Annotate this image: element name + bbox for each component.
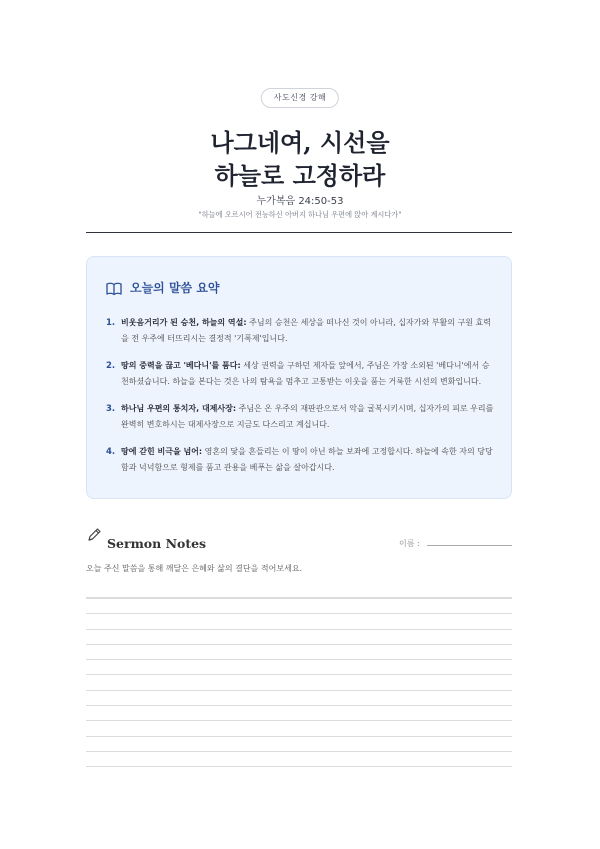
- item-text: 세상 권력을 구하던 제자들 앞에서, 주님은 가장 소외된 '베다니'에서 승천하셨습니다. 하늘을 본다는 것은 나의 탐욕을 멈추고 고통받는 이웃을 품는 거룩한 시선의 변화입니다.: [121, 361, 490, 386]
- name-field[interactable]: [427, 545, 512, 546]
- note-line[interactable]: [86, 630, 512, 645]
- notes-header: [86, 527, 512, 553]
- item-heading: 비웃음거리가 된 승천, 하늘의 역설:: [121, 318, 247, 327]
- name-label: 이름 :: [399, 539, 420, 548]
- series-badge: 사도신경 강해: [261, 88, 339, 108]
- summary-item: [106, 315, 496, 347]
- summary-item: [106, 358, 496, 390]
- book-icon: [106, 281, 122, 295]
- note-line[interactable]: [86, 614, 512, 629]
- title-line-2: 하늘로 고정하라: [214, 161, 386, 190]
- summary-list: [106, 315, 496, 487]
- summary-header: [106, 279, 220, 296]
- note-line[interactable]: [86, 721, 512, 736]
- summary-item: [106, 401, 496, 433]
- note-line[interactable]: [86, 599, 512, 614]
- item-number: 4.: [106, 447, 116, 457]
- item-text: 주님의 승천은 세상을 떠나신 것이 아니라, 십자가와 부활의 구원 효력을 전 우주에 터뜨리시는 결정적 '기폭제'입니다.: [121, 318, 491, 343]
- summary-title: 오늘의 말씀 요약: [130, 281, 220, 295]
- item-heading: 하나님 우편의 통치자, 대제사장:: [121, 404, 237, 413]
- pencil-icon: [86, 527, 102, 543]
- note-lines[interactable]: [86, 597, 512, 767]
- note-line[interactable]: [86, 660, 512, 675]
- note-line[interactable]: [86, 706, 512, 721]
- item-text: 영혼의 닻을 흔들리는 이 땅이 아닌 하늘 보좌에 고정합시다. 하늘에 속한 자의 당당함과 넉넉함으로 형제를 품고 관용을 베푸는 삶을 살아갑시다.: [121, 447, 493, 472]
- item-heading: 땅에 갇힌 비극을 넘어:: [121, 447, 203, 456]
- summary-box: [86, 256, 512, 499]
- item-text-block: [121, 315, 496, 347]
- item-number: 3.: [106, 404, 116, 414]
- scripture-reference: 누가복음 24:50-53: [256, 196, 344, 207]
- note-line[interactable]: [86, 752, 512, 767]
- title-line-1: 나그네여, 시선을: [210, 128, 390, 157]
- item-number: 2.: [106, 361, 116, 371]
- item-number: 1.: [106, 318, 116, 328]
- sermon-title: [0, 126, 600, 192]
- verse-quote: "하늘에 오르시어 전능하신 아버지 하나님 우편에 앉아 계시다가": [198, 210, 402, 219]
- item-text-block: [121, 358, 496, 390]
- notes-description: 오늘 주신 말씀을 통해 깨달은 은혜와 삶의 결단을 적어보세요.: [86, 564, 303, 573]
- notes-title: Sermon Notes: [107, 536, 207, 551]
- item-text-block: [121, 401, 496, 433]
- item-text: 주님은 온 우주의 재판관으로서 악을 굴복시키시며, 십자가의 피로 우리를 완벽히 변호하시는 대제사장으로 지금도 다스리고 계십니다.: [121, 404, 494, 429]
- item-text-block: [121, 444, 496, 476]
- note-line[interactable]: [86, 675, 512, 690]
- note-line[interactable]: [86, 691, 512, 706]
- note-line[interactable]: [86, 645, 512, 660]
- note-line[interactable]: [86, 737, 512, 752]
- item-heading: 땅의 중력을 끊고 '베다니'를 품다:: [121, 361, 241, 370]
- header-divider: [86, 232, 512, 233]
- summary-item: [106, 444, 496, 476]
